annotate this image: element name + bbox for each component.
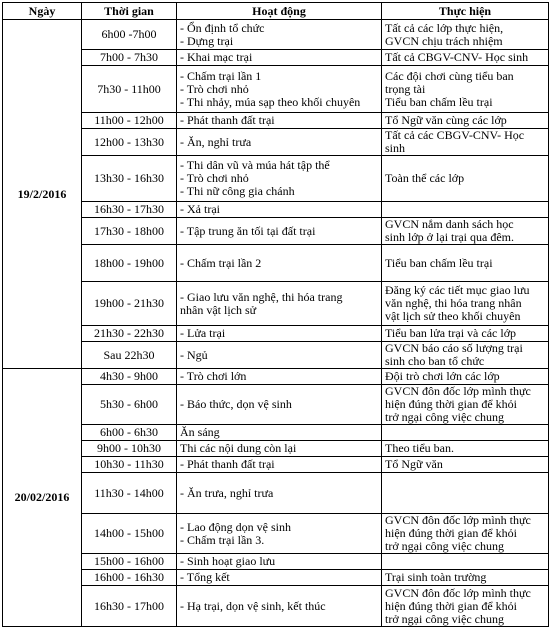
activity-line: - Phát thanh đất trại	[180, 457, 275, 471]
execution-cell	[382, 20, 549, 50]
activity-line: Thi các nội dung còn lại	[180, 441, 297, 455]
execution-line: GVCN nắm danh sách học	[385, 217, 514, 231]
header-row	[3, 3, 549, 20]
activity-cell	[177, 113, 382, 129]
table-row	[3, 441, 549, 457]
table-row	[3, 129, 549, 156]
table-row	[3, 457, 549, 473]
time-cell: 19h00 - 21h30	[82, 282, 177, 326]
table-row	[3, 113, 549, 129]
execution-cell	[382, 425, 549, 441]
table-row	[3, 50, 549, 66]
time-cell: 16h00 - 16h30	[82, 570, 177, 586]
execution-cell	[382, 342, 549, 369]
activity-line: - Ăn, nghỉ trưa	[180, 134, 252, 149]
activity-cell	[177, 282, 382, 326]
activity-cell	[177, 66, 382, 113]
activity-cell	[177, 457, 382, 473]
time-cell: 4h30 - 9h00	[82, 369, 177, 385]
execution-line: Tiểu ban chấm lều trại	[385, 255, 493, 270]
activity-line: - Thi nhảy, múa sạp theo khối chuyên	[180, 94, 361, 109]
execution-cell	[382, 586, 549, 627]
time-cell: Sau 22h30	[82, 342, 177, 369]
activity-cell	[177, 554, 382, 570]
activity-line: - Ăn trưa, nghỉ trưa	[180, 485, 274, 500]
execution-line: sinh	[385, 141, 406, 155]
time-cell: 10h30 - 11h30	[82, 457, 177, 473]
time-cell: 7h00 - 7h30	[82, 50, 177, 66]
activity-line: - Trò chơi lớn	[180, 369, 247, 383]
table-row	[3, 326, 549, 342]
time-cell: 17h30 - 18h00	[82, 218, 177, 245]
activity-line: - Trò chơi nhỏ	[180, 81, 249, 96]
activity-line: - Thi dân vũ và múa hát tập thể	[180, 158, 330, 172]
activity-cell	[177, 20, 382, 50]
execution-cell	[382, 50, 549, 66]
activity-cell	[177, 50, 382, 66]
activity-line: - Phát thanh đất trại	[180, 113, 275, 127]
time-cell: 15h00 - 16h00	[82, 554, 177, 570]
time-cell: 6h00 -7h00	[82, 20, 177, 50]
time-cell: 18h00 - 19h00	[82, 245, 177, 282]
activity-cell	[177, 218, 382, 245]
activity-line: Ăn sáng	[180, 425, 220, 439]
execution-line: hiện đúng thời gian để khỏi	[385, 526, 517, 540]
time-cell: 9h00 - 10h30	[82, 441, 177, 457]
activity-line: - Thi nữ công gia chánh	[180, 184, 295, 198]
time-cell: 11h00 - 12h00	[82, 113, 177, 129]
execution-cell	[382, 369, 549, 385]
execution-cell	[382, 202, 549, 218]
time-cell: 14h00 - 15h00	[82, 514, 177, 554]
table-row	[3, 369, 549, 385]
activity-cell	[177, 385, 382, 425]
execution-line: Tất cả CBGV-CNV- Học sinh	[385, 50, 529, 64]
execution-line: trở ngại công việc chung	[385, 410, 504, 424]
execution-line: văn nghệ, thi hóa trang nhân	[385, 296, 522, 310]
execution-line: Theo tiểu ban.	[385, 441, 454, 455]
execution-line: hiện đúng thời gian để khỏi	[385, 397, 517, 411]
table-row	[3, 425, 549, 441]
execution-cell	[382, 156, 549, 202]
activity-cell	[177, 425, 382, 441]
activity-cell	[177, 570, 382, 586]
execution-line: Tổ Ngữ văn	[385, 457, 443, 471]
table-row	[3, 20, 549, 50]
activity-cell	[177, 342, 382, 369]
activity-line: - Tổng kết	[180, 570, 230, 584]
execution-cell	[382, 514, 549, 554]
schedule-table	[2, 2, 549, 627]
execution-line: hiện đúng thời gian để khỏi	[385, 598, 517, 613]
table-row	[3, 570, 549, 586]
activity-line: - Trò chơi nhỏ	[180, 171, 249, 185]
activity-line: - Ngủ	[180, 347, 208, 362]
execution-line: GVCN đôn đốc lớp mình thực	[385, 513, 531, 527]
time-cell: 5h30 - 6h00	[82, 385, 177, 425]
activity-line: - Lao động dọn vệ sinh	[180, 519, 291, 534]
execution-cell	[382, 129, 549, 156]
header-time: Thời gian	[82, 3, 177, 20]
activity-line: - Tập trung ăn tối tại đất trại	[180, 223, 316, 238]
activity-line: - Chấm trại lần 2	[180, 255, 262, 270]
execution-line: Trại sinh toàn trường	[385, 570, 487, 584]
day-cell: 20/02/2016	[3, 369, 82, 627]
activity-line: - Giao lưu văn nghệ, thi hóa trang	[180, 289, 343, 304]
execution-line: GVCN chịu trách nhiệm	[385, 33, 503, 48]
table-row	[3, 66, 549, 113]
table-row	[3, 342, 549, 369]
time-cell: 21h30 - 22h30	[82, 326, 177, 342]
time-cell: 12h00 - 13h30	[82, 129, 177, 156]
schedule-body	[3, 20, 549, 627]
table-row	[3, 218, 549, 245]
execution-cell	[382, 245, 549, 282]
execution-line: GVCN đôn đốc lớp mình thực	[385, 585, 531, 600]
execution-line: Các đội chơi cùng tiểu ban	[385, 68, 514, 83]
table-row	[3, 586, 549, 627]
execution-line: Toàn thể các lớp	[385, 171, 465, 185]
execution-cell	[382, 473, 549, 514]
activity-cell	[177, 473, 382, 514]
execution-line: trở ngại công việc chung	[385, 539, 504, 553]
execution-line: GVCN đôn đốc lớp mình thực	[385, 384, 531, 398]
execution-cell	[382, 441, 549, 457]
activity-cell	[177, 326, 382, 342]
execution-line: Đăng ký các tiết mục giao lưu	[385, 283, 530, 297]
day-cell: 19/2/2016	[3, 20, 82, 369]
execution-cell	[382, 385, 549, 425]
time-cell: 7h30 - 11h00	[82, 66, 177, 113]
execution-line: Tiểu ban lửa trại và các lớp	[385, 326, 517, 340]
activity-cell	[177, 369, 382, 385]
table-row	[3, 156, 549, 202]
execution-line: Tiểu ban chấm lều trại	[385, 94, 493, 109]
execution-cell	[382, 218, 549, 245]
time-cell: 13h30 - 16h30	[82, 156, 177, 202]
time-cell: 16h30 - 17h00	[82, 586, 177, 627]
activity-cell	[177, 586, 382, 627]
activity-line: - Hạ trại, dọn vệ sinh, kết thúc	[180, 598, 326, 613]
execution-line: Đội trò chơi lớn các lớp	[385, 369, 500, 383]
execution-cell	[382, 66, 549, 113]
activity-cell	[177, 202, 382, 218]
execution-line: GVCN báo cáo số lượng trại	[385, 341, 523, 355]
activity-line: - Sinh hoạt giao lưu	[180, 554, 276, 568]
execution-cell	[382, 113, 549, 129]
execution-cell	[382, 282, 549, 326]
time-cell: 11h30 - 14h00	[82, 473, 177, 514]
execution-line: trở ngại công việc chung	[385, 611, 504, 626]
time-cell: 16h30 - 17h30	[82, 202, 177, 218]
activity-line: - Dựng trại	[180, 33, 234, 48]
activity-cell	[177, 514, 382, 554]
activity-line: - Báo thức, dọn vệ sinh	[180, 397, 292, 411]
activity-line: - Xả trại	[180, 202, 220, 216]
table-row	[3, 514, 549, 554]
activity-line: - Lửa trại	[180, 326, 226, 340]
table-row	[3, 202, 549, 218]
activity-cell	[177, 156, 382, 202]
execution-line: sinh lớp ở lại trại qua đêm.	[385, 230, 514, 244]
activity-line: - Ổn định tổ chức	[180, 20, 265, 35]
header-activity: Hoạt động	[177, 3, 382, 20]
execution-cell	[382, 570, 549, 586]
activity-line: - Khai mạc trại	[180, 50, 253, 64]
execution-line: Tổ Ngữ văn cùng các lớp	[385, 113, 507, 127]
header-execution: Thực hiện	[382, 3, 549, 20]
table-row	[3, 282, 549, 326]
header-day: Ngày	[3, 3, 82, 20]
table-row	[3, 473, 549, 514]
activity-cell	[177, 245, 382, 282]
activity-cell	[177, 441, 382, 457]
activity-line: nhân vật lịch sử	[180, 302, 257, 317]
table-row	[3, 385, 549, 425]
execution-cell	[382, 457, 549, 473]
activity-line: - Chấm trại lần 1	[180, 68, 262, 83]
execution-line: Tất cả các lớp thực hiện,	[385, 20, 504, 35]
time-cell: 6h00 - 6h30	[82, 425, 177, 441]
table-row	[3, 245, 549, 282]
execution-line: Tất cả các CBGV-CNV- Học	[385, 128, 525, 142]
execution-cell	[382, 554, 549, 570]
activity-cell	[177, 129, 382, 156]
table-row	[3, 554, 549, 570]
activity-line: - Chấm trại lần 3.	[180, 532, 265, 547]
execution-line: trọng tài	[385, 81, 426, 96]
execution-cell	[382, 326, 549, 342]
execution-line: vật lịch sử theo khối chuyên	[385, 309, 521, 323]
execution-line: sinh cho ban tổ chức	[385, 354, 485, 368]
